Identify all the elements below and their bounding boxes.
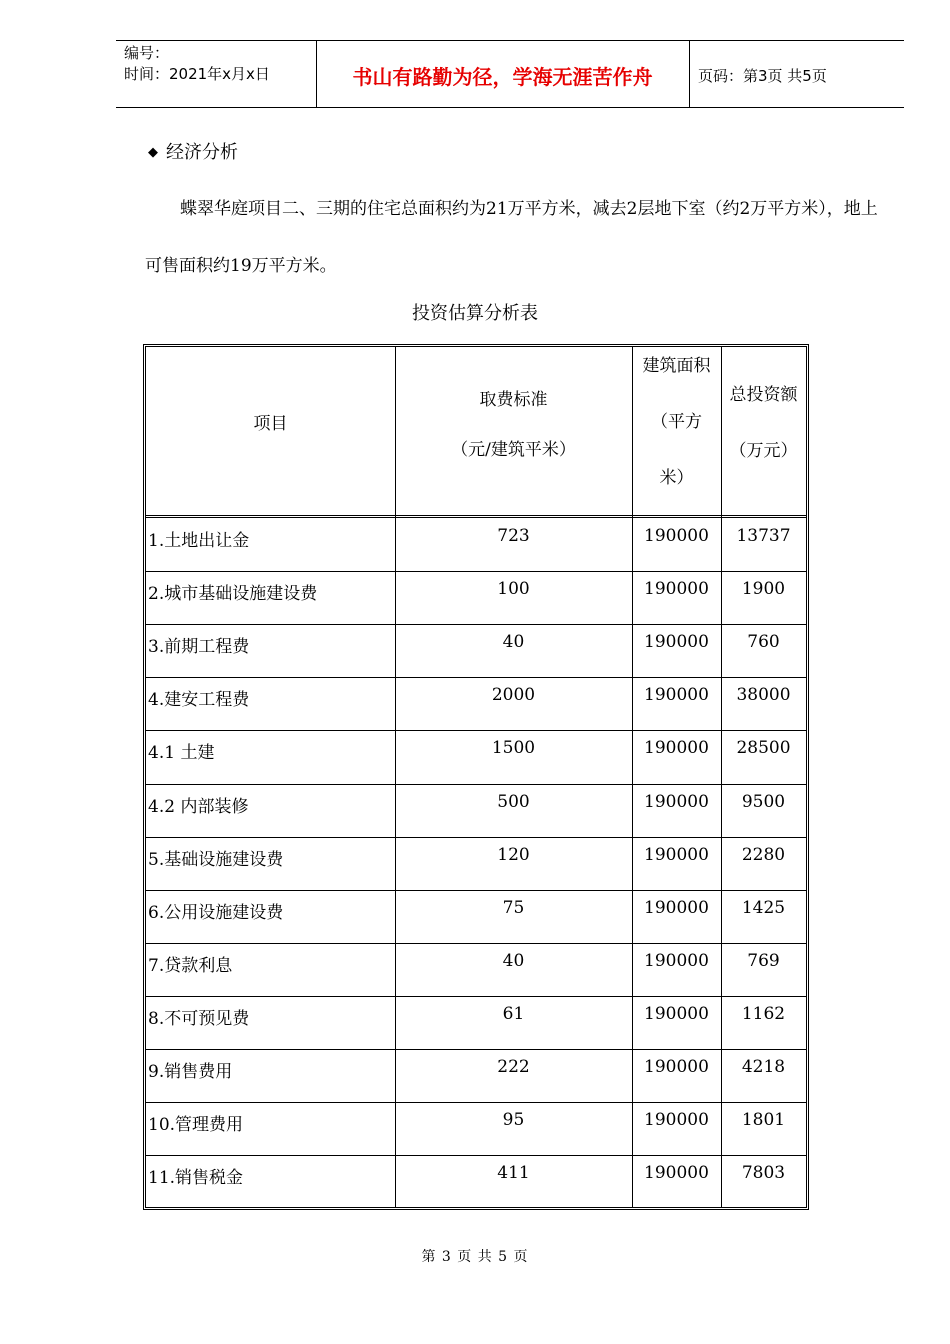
cell-area: 190000: [644, 1003, 709, 1024]
cell-area: 190000: [644, 897, 709, 918]
row-divider: [146, 730, 806, 731]
body-paragraph: [145, 181, 880, 295]
cell-area: 190000: [644, 526, 709, 546]
cell-item: 9.销售费用: [148, 1062, 233, 1082]
column-divider: [721, 347, 722, 1207]
header-total: [721, 382, 806, 464]
cell-item: 4.1 土建: [148, 743, 215, 764]
cell-fee: 61: [502, 1003, 525, 1024]
header-fee: [395, 387, 632, 463]
cell-area: 190000: [644, 632, 709, 653]
row-divider: [146, 943, 806, 944]
cell-item: 5.基础设施建设费: [148, 849, 284, 870]
cell-total: 1162: [741, 1003, 786, 1024]
table-title: 投资估算分析表: [412, 303, 538, 324]
cell-fee: 1500: [491, 738, 536, 759]
section-heading: [148, 138, 238, 164]
cell-fee: 95: [502, 1110, 525, 1131]
cell-total: 2280: [741, 844, 786, 865]
cell-area: 190000: [644, 844, 709, 865]
cell-item: 10.管理费用: [148, 1115, 244, 1136]
cell-total: 1801: [741, 1110, 786, 1131]
cell-area: 190000: [644, 685, 709, 706]
row-divider: [146, 1102, 806, 1103]
cell-total: 769: [747, 950, 780, 971]
row-divider: [146, 890, 806, 891]
row-divider: [146, 1049, 806, 1050]
cell-area: 190000: [644, 1110, 709, 1131]
diamond-bullet-icon: ◆: [148, 145, 158, 160]
row-divider: [146, 624, 806, 625]
cell-area: 190000: [644, 579, 709, 600]
cell-fee: 120: [497, 844, 530, 865]
cell-total: 760: [747, 632, 780, 653]
row-divider: [146, 571, 806, 572]
cell-total: 4218: [741, 1057, 786, 1077]
cell-total: 7803: [741, 1163, 786, 1184]
investment-table: [143, 344, 809, 1210]
header-item: 项目: [253, 414, 288, 434]
cell-item: 11.销售税金: [148, 1168, 244, 1189]
cell-item: 1.土地出让金: [148, 531, 250, 551]
header-page-info: 页码：第3页 共5页: [698, 67, 827, 85]
cell-fee: 40: [502, 950, 525, 971]
cell-fee: 40: [502, 632, 525, 653]
cell-fee: 723: [497, 526, 530, 546]
cell-item: 3.前期工程费: [148, 637, 250, 658]
cell-item: 2.城市基础设施建设费: [148, 584, 318, 605]
header-area-line2: （平方: [651, 412, 702, 432]
cell-fee: 75: [502, 897, 525, 918]
header-fee-line1: 取费标准: [479, 390, 548, 410]
cell-total: 1900: [741, 579, 786, 600]
cell-item: 4.2 内部装修: [148, 796, 249, 817]
cell-area: 190000: [644, 1163, 709, 1184]
cell-area: 190000: [644, 1057, 709, 1077]
cell-area: 190000: [644, 950, 709, 971]
row-divider: [146, 784, 806, 785]
row-divider: [146, 996, 806, 997]
header-total-line2: （万元）: [729, 441, 798, 461]
cell-area: 190000: [644, 791, 709, 812]
cell-total: 28500: [736, 738, 791, 759]
row-divider: [146, 837, 806, 838]
row-divider: [146, 677, 806, 678]
cell-area: 190000: [644, 738, 709, 759]
header-meta: [124, 43, 314, 85]
header-area-line3: 米）: [659, 468, 694, 488]
page-footer: 第 3 页 共 5 页: [421, 1249, 529, 1265]
cell-item: 4.建安工程费: [148, 690, 250, 711]
cell-fee: 411: [497, 1163, 530, 1184]
header-number-label: 编号：: [124, 44, 170, 62]
header-area: [632, 353, 721, 491]
header-divider: [689, 41, 690, 107]
cell-total: 13737: [736, 526, 791, 546]
header-motto: 书山有路勤为径，学海无涯苦作舟: [352, 65, 653, 89]
cell-item: 6.公用设施建设费: [148, 902, 284, 923]
paragraph-text: 蝶翠华庭项目二、三期的住宅总面积约为21万平方米，减去2层地下室（约2万平方米），地上可售面积约19万平方米。: [145, 199, 878, 276]
cell-fee: 222: [497, 1057, 530, 1077]
section-heading-text: 经济分析: [166, 142, 238, 163]
cell-item: 7.贷款利息: [148, 955, 233, 976]
header-time-label: 时间：2021年x月x日: [124, 65, 270, 83]
header-area-line1: 建筑面积: [642, 356, 711, 376]
page-header: [116, 40, 904, 108]
cell-total: 9500: [741, 791, 786, 812]
cell-item: 8.不可预见费: [148, 1008, 250, 1029]
cell-fee: 100: [497, 579, 530, 600]
cell-total: 1425: [741, 897, 786, 918]
header-fee-line2: （元/建筑平米）: [451, 440, 576, 460]
row-divider: [146, 1155, 806, 1156]
header-total-line1: 总投资额: [729, 385, 798, 405]
cell-total: 38000: [736, 685, 791, 706]
cell-fee: 2000: [491, 685, 536, 706]
header-separator: [146, 515, 806, 518]
cell-fee: 500: [497, 791, 530, 812]
